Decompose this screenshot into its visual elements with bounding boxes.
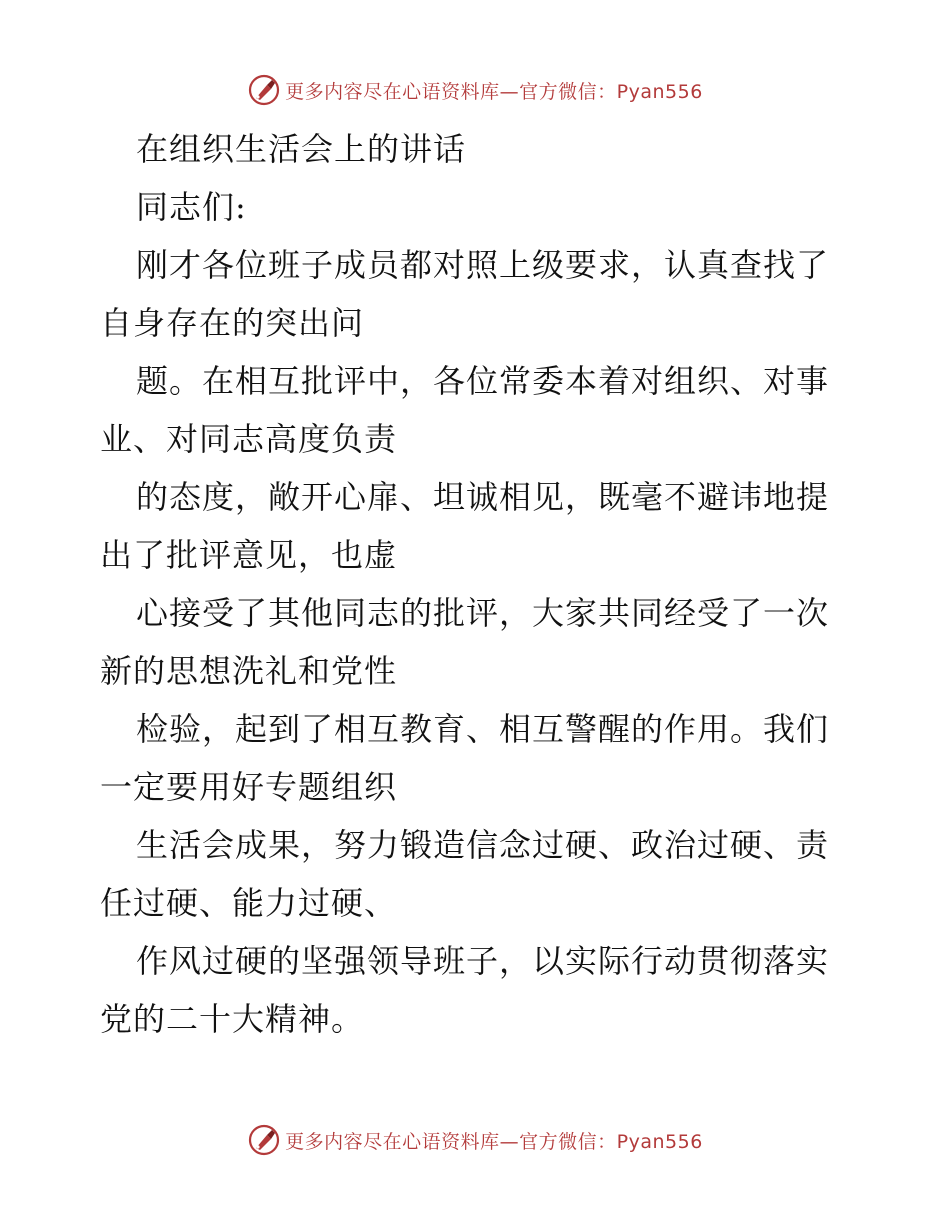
paragraph-line: 题。在相互批评中，各位常委本着对组织、对事 [136, 362, 830, 400]
paragraph-line: 业、对同志高度负责 [100, 420, 398, 458]
paragraph-line: 心接受了其他同志的批评，大家共同经受了一次 [136, 594, 830, 632]
paragraph-line: 党的二十大精神。 [100, 1000, 365, 1038]
paragraph-line: 的态度，敞开心扉、坦诚相见，既毫不避讳地提 [136, 478, 830, 516]
paragraph-line: 生活会成果，努力锻造信念过硬、政治过硬、责 [136, 826, 830, 864]
paragraph-line: 任过硬、能力过硬、 [100, 884, 398, 922]
document-salutation: 同志们: [136, 188, 247, 226]
paragraph-line: 刚才各位班子成员都对照上级要求，认真查找了 [136, 246, 830, 284]
header-banner [0, 70, 950, 110]
pen-nib-logo-icon [247, 73, 281, 107]
footer-banner [0, 1120, 950, 1160]
paragraph-line: 作风过硬的坚强领导班子，以实际行动贯彻落实 [136, 942, 830, 980]
document-body [100, 120, 850, 1048]
paragraph-line: 自身存在的突出问 [100, 304, 365, 342]
paragraph-line: 新的思想洗礼和党性 [100, 652, 398, 690]
header-banner-text: 更多内容尽在心语资料库—官方微信：Pyan556 [285, 80, 703, 103]
paragraph-line: 一定要用好专题组织 [100, 768, 398, 806]
paragraph-line: 检验，起到了相互教育、相互警醒的作用。我们 [136, 710, 830, 748]
document-title: 在组织生活会上的讲话 [136, 130, 467, 168]
paragraph-line: 出了批评意见，也虚 [100, 536, 398, 574]
footer-banner-text: 更多内容尽在心语资料库—官方微信：Pyan556 [285, 1130, 703, 1153]
pen-nib-logo-icon [247, 1123, 281, 1157]
